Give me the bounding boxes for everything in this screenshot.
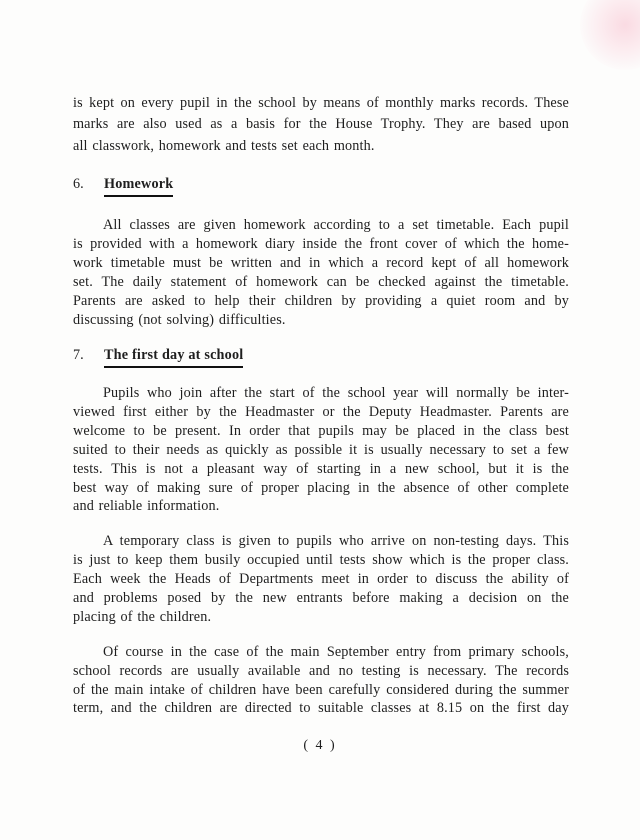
- text-line: Parents are asked to help their children by providing a quiet room and by: [73, 293, 569, 309]
- page-number: ( 4 ): [303, 738, 337, 753]
- text-line: of the main intake of children have been carefully considered during the summer: [73, 682, 569, 698]
- text-line: A temporary class is given to pupils who arrive on non-testing days. This: [103, 533, 569, 549]
- section-title: The first day at school: [104, 346, 243, 368]
- text-line: suited to their needs as quickly as possible it is usually necessary to set a few: [73, 442, 569, 458]
- text-line: placing of the children.: [73, 609, 212, 625]
- text-line: Pupils who join after the start of the school year will normally be inter-: [103, 385, 569, 401]
- text-line: discussing (not solving) difficulties.: [73, 312, 286, 328]
- text-line: is just to keep them busily occupied until tests show which is the proper class.: [73, 552, 569, 568]
- section-number: 7.: [73, 347, 84, 363]
- text-line: is kept on every pupil in the school by means of monthly marks records. These: [73, 95, 569, 111]
- section-number: 6.: [73, 176, 84, 192]
- text-line: set. The daily statement of homework can be checked against the timetable.: [73, 274, 569, 290]
- text-line: work timetable must be written and in which a record kept of all homework: [73, 255, 569, 271]
- text-line: Each week the Heads of Departments meet in order to discuss the ability of: [73, 571, 569, 587]
- paper-stain: [580, 0, 640, 70]
- text-line: term, and the children are directed to suitable classes at 8.15 on the first day: [73, 700, 569, 716]
- section-title: Homework: [104, 175, 173, 197]
- text-line: is provided with a homework diary inside the front cover of which the home-: [73, 236, 569, 252]
- text-line: tests. This is not a pleasant way of starting in a new school, but it is the: [73, 461, 569, 477]
- text-line: Of course in the case of the main September entry from primary schools,: [103, 644, 569, 660]
- text-line: all classwork, homework and tests set each month.: [73, 138, 375, 154]
- text-line: and reliable information.: [73, 498, 220, 514]
- text-line: marks are also used as a basis for the House Trophy. They are based upon: [73, 116, 569, 132]
- text-line: best way of making sure of proper placing in the absence of other complete: [73, 480, 569, 496]
- text-line: school records are usually available and no testing is necessary. The records: [73, 663, 569, 679]
- text-line: and problems posed by the new entrants before making a decision on the: [73, 590, 569, 606]
- text-line: All classes are given homework according to a set timetable. Each pupil: [103, 217, 569, 233]
- text-line: welcome to be present. In order that pupils may be placed in the class best: [73, 423, 569, 439]
- text-line: viewed first either by the Headmaster or the Deputy Headmaster. Parents are: [73, 404, 569, 420]
